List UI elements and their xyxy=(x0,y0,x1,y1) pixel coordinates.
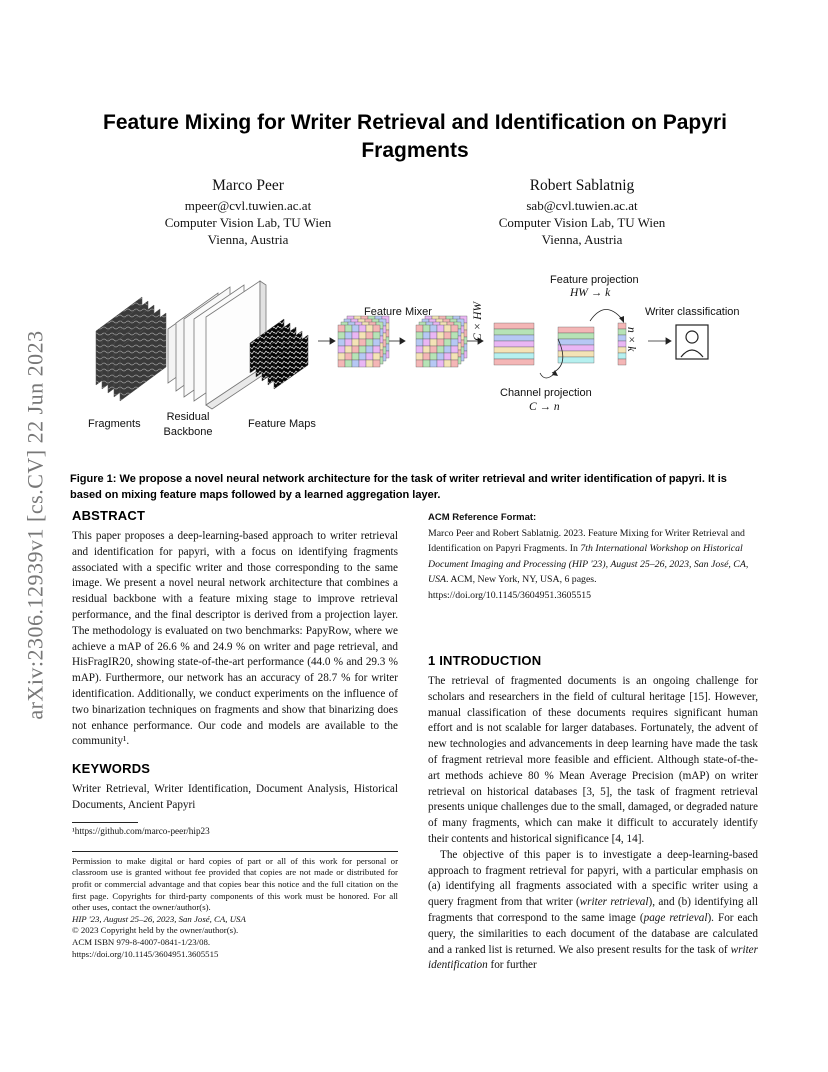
mixer-cell xyxy=(373,360,380,367)
mixer-cell xyxy=(444,332,451,339)
matrix-row xyxy=(494,323,534,329)
matrix-row xyxy=(494,329,534,335)
label-feature-projection: Feature projection xyxy=(550,274,639,286)
matrix-row xyxy=(558,333,594,339)
mixer-cell xyxy=(352,360,359,367)
matrix-row xyxy=(558,351,594,357)
author-block xyxy=(452,176,712,248)
intro-p2-text: ), and (b) identifying all fragments that correspond to the same image ( xyxy=(428,896,758,924)
intro-p2-text: for further xyxy=(487,959,537,972)
matrix-row xyxy=(618,359,626,365)
mixer-cell xyxy=(359,332,366,339)
mixer-cell xyxy=(366,360,373,367)
mixer-cell xyxy=(437,325,444,332)
label-writer-classification: Writer classification xyxy=(645,306,740,318)
label-fragments: Fragments xyxy=(88,418,141,430)
mixer-cell xyxy=(437,353,444,360)
mixer-cell xyxy=(416,360,423,367)
intro-p2-text: The objective of this paper is to investigate a deep-learning-based approach to fragment retrieval for papyri, with a particular emphasis on (a) identifying all fragments associated with a specific writer using a query fragment from that writer ( xyxy=(428,848,758,909)
person-icon xyxy=(676,325,708,359)
label-channel-projection-math: C → n xyxy=(529,401,560,413)
mixer-cell xyxy=(366,332,373,339)
footnote: ¹https://github.com/marco-peer/hip23 xyxy=(72,825,210,836)
mixer-cell xyxy=(366,325,373,332)
mixer-cell xyxy=(352,346,359,353)
mixer-cell xyxy=(423,346,430,353)
mixer-cell xyxy=(451,346,458,353)
introduction-paragraph-2 xyxy=(428,848,758,974)
mixer-cell xyxy=(352,332,359,339)
mixer-cell xyxy=(345,339,352,346)
mixer-cell xyxy=(366,346,373,353)
permissions-isbn: ACM ISBN 979-8-4007-0841-1/23/08. xyxy=(72,936,211,947)
mixer-cell xyxy=(444,346,451,353)
acm-reference-part1: Marco Peer and Robert Sablatnig. 2023. Feature Mixing for Writer Retrieval and Identification on Papyri Fragments. In xyxy=(428,528,745,555)
feature-mixer-grid xyxy=(338,316,389,367)
mixer-cell xyxy=(359,339,366,346)
permissions-doi: https://doi.org/10.1145/3604951.3605515 xyxy=(72,948,219,959)
matrix-row xyxy=(494,359,534,365)
intro-p2-emphasis: page retrieval xyxy=(643,911,708,924)
mixer-cell xyxy=(423,353,430,360)
matrix-row xyxy=(494,335,534,341)
mixer-cell xyxy=(430,332,437,339)
matrix-row xyxy=(494,341,534,347)
author-location: Vienna, Austria xyxy=(207,232,289,247)
mixer-cell xyxy=(345,332,352,339)
mixer-cell xyxy=(416,353,423,360)
mixer-cell xyxy=(430,339,437,346)
mixer-cell xyxy=(416,332,423,339)
abstract-heading: ABSTRACT xyxy=(72,508,146,523)
intro-p2-emphasis: writer identification xyxy=(428,943,758,972)
mixer-cell xyxy=(437,339,444,346)
keywords-text: Writer Retrieval, Writer Identification, Document Analysis, Historical Documents, Ancient Papyri xyxy=(72,783,398,811)
permissions-block xyxy=(72,856,398,960)
matrix-row xyxy=(558,345,594,351)
mixer-cell xyxy=(437,346,444,353)
mixer-cell xyxy=(359,353,366,360)
permissions-copyright: © 2023 Copyright held by the owner/author(s). xyxy=(72,925,239,936)
mixer-cell xyxy=(373,325,380,332)
mixer-cell xyxy=(444,353,451,360)
acm-reference-part2: . ACM, New York, NY, USA, 6 pages. https://doi.org/10.1145/3604951.3605515 xyxy=(428,574,597,601)
mixer-cell xyxy=(345,353,352,360)
mixer-cell xyxy=(345,360,352,367)
mixer-cell xyxy=(423,325,430,332)
matrix-row xyxy=(558,357,594,363)
author-name: Marco Peer xyxy=(212,177,284,194)
label-residual: Residual xyxy=(166,411,210,423)
mixer-cell xyxy=(437,360,444,367)
acm-reference-heading: ACM Reference Format: xyxy=(428,512,537,523)
papyri-fragments xyxy=(96,297,166,401)
mixer-cell xyxy=(366,353,373,360)
mixer-cell xyxy=(338,339,345,346)
mixer-cell xyxy=(338,353,345,360)
mixer-cell xyxy=(444,360,451,367)
figure-caption: Figure 1: We propose a novel neural network architecture for the task of writer retrieval and writer identification of papyri. It is based on mixing feature maps followed by a learned aggregation layer. xyxy=(70,473,727,501)
mixer-cell xyxy=(373,353,380,360)
mixer-cell xyxy=(345,346,352,353)
abstract-text: This paper proposes a deep-learning-based approach to writer retrieval and identification for papyri, with a focus on identifying fragments associated with a specific writer and those corresponding to the same image. We present a novel neural network architecture that combines a residual backbone with a feature mixing stage to improve retrieval performance, and the final descriptor is derived from a projection layer. The methodology is evaluated on two benchmarks: PapyRow, where we achieve a mAP of 26.6 % and 24.9 % on writer and page retrieval, and HisFragIR20, showing state-of-the-art performance (44.0 % and 29.3 % mAP). Furthermore, our network has an accuracy of 28.7 % for writer identification. Additionally, we conduct experiments on the influence of two binarization techniques on fragments and show that binarizing does not enhance performance. Our code and models are available to the community¹. xyxy=(72,530,398,748)
mixer-cell xyxy=(451,332,458,339)
mixer-cell xyxy=(359,325,366,332)
mixer-cell xyxy=(359,360,366,367)
label-backbone: Backbone xyxy=(163,426,213,438)
arxiv-stamp-text: arXiv:2306.12939v1 [cs.CV] 22 Jun 2023 xyxy=(23,330,48,720)
mixer-cell xyxy=(451,353,458,360)
mixer-cell xyxy=(338,332,345,339)
mixer-cell xyxy=(359,346,366,353)
mixer-cell xyxy=(423,360,430,367)
mixer-cell xyxy=(423,332,430,339)
mixer-cell xyxy=(373,346,380,353)
arxiv-stamp xyxy=(22,290,50,760)
author-location: Vienna, Austria xyxy=(541,232,623,247)
mixer-cell xyxy=(416,346,423,353)
matrix-row xyxy=(494,347,534,353)
label-feature-maps: Feature Maps xyxy=(248,418,316,430)
figure-1 xyxy=(70,265,760,445)
mixer-cell xyxy=(451,325,458,332)
mixer-cell xyxy=(352,325,359,332)
mixer-cell xyxy=(430,353,437,360)
introduction-heading: 1 INTRODUCTION xyxy=(428,653,542,669)
mixer-cell xyxy=(423,339,430,346)
mixer-cell xyxy=(430,325,437,332)
author-email: sab@cvl.tuwien.ac.at xyxy=(526,198,638,213)
mixer-cell xyxy=(338,346,345,353)
mixer-cell xyxy=(352,353,359,360)
mixer-cell xyxy=(430,346,437,353)
matrix-row xyxy=(558,339,594,345)
mixer-cell xyxy=(430,360,437,367)
intro-p2-text: ). For each query, the similarities to each document of the database are calculated and a ranked list is returned. We also present results for the task of xyxy=(428,911,758,956)
mixer-cell xyxy=(444,339,451,346)
author-affiliation: Computer Vision Lab, TU Wien xyxy=(498,215,666,230)
paper-title: Feature Mixing for Writer Retrieval and Identification on Papyri Fragments xyxy=(103,111,727,162)
mixer-cell xyxy=(345,325,352,332)
label-feature-projection-math: HW → k xyxy=(570,287,611,299)
mixer-cell xyxy=(338,325,345,332)
keywords-heading: KEYWORDS xyxy=(72,761,151,777)
permissions-venue-text: HIP '23, August 25–26, 2023, San José, CA, USA xyxy=(72,913,246,924)
permissions-divider xyxy=(72,851,398,852)
mixer-cell xyxy=(416,339,423,346)
c-hw-matrix xyxy=(494,323,534,365)
intro-p2-emphasis: writer retrieval xyxy=(579,896,649,909)
acm-reference-text xyxy=(428,526,758,603)
matrix-row xyxy=(618,353,626,359)
mixer-cell xyxy=(338,360,345,367)
permissions-text: Permission to make digital or hard copies of part or all of this work for personal or classroom use is granted without fee provided that copies are not made or distributed for profit or commercial advantage and that copies bear this notice and the full citation on the first page. Copyrights for third-party components of this work must be honored. For all other uses, contact the owner/author(s). xyxy=(72,855,398,913)
label-n-k: n × k xyxy=(625,327,637,352)
acm-reference-venue: 7th International Workshop on Historical Document Imaging and Processing (HIP '23), August 25–26, 2023, San José, CA, USA xyxy=(428,543,749,586)
author-name: Robert Sablatnig xyxy=(529,177,635,194)
mixer-cell xyxy=(373,339,380,346)
label-channel-projection: Channel projection xyxy=(500,387,592,399)
mixer-cell xyxy=(352,339,359,346)
mixer-cell xyxy=(451,360,458,367)
label-feature-mixer: Feature Mixer xyxy=(364,306,432,318)
mixer-cell xyxy=(444,325,451,332)
matrix-row xyxy=(494,353,534,359)
mixer-cell xyxy=(416,325,423,332)
mixer-cell xyxy=(437,332,444,339)
feature-mixer-grid xyxy=(416,316,467,367)
author-block xyxy=(118,176,378,248)
right-column xyxy=(428,508,758,974)
author-email: mpeer@cvl.tuwien.ac.at xyxy=(184,198,312,213)
mixer-cell xyxy=(373,332,380,339)
introduction-paragraph-1: The retrieval of fragmented documents is an ongoing challenge for scholars and researchers in the field of cultural heritage [15]. However, manual classification of these documents requires significant human effort and is not scalable for larger databases. Fortunately, the advent of new technologies and advancements in deep learning have made the task of fragment retrieval more feasible and efficient. Although state-of-the-art methods achieve 80 % Mean Average Precision (mAP) on writer retrieval on historical databases [3, 5], the task of fragment retrieval presents unique challenges due to the small, damaged, or degraded nature of many fragments, which can make it difficult to accurately identify their contents and historical significance [4, 14]. xyxy=(428,675,758,845)
matrix-row xyxy=(558,327,594,333)
projected-matrix xyxy=(558,327,594,363)
left-column xyxy=(72,508,398,960)
footnote-divider xyxy=(72,822,138,823)
mixer-cell xyxy=(451,339,458,346)
label-c-hw: C × HW xyxy=(472,301,484,341)
mixer-cell xyxy=(366,339,373,346)
permissions-venue xyxy=(72,914,398,926)
author-affiliation: Computer Vision Lab, TU Wien xyxy=(164,215,332,230)
